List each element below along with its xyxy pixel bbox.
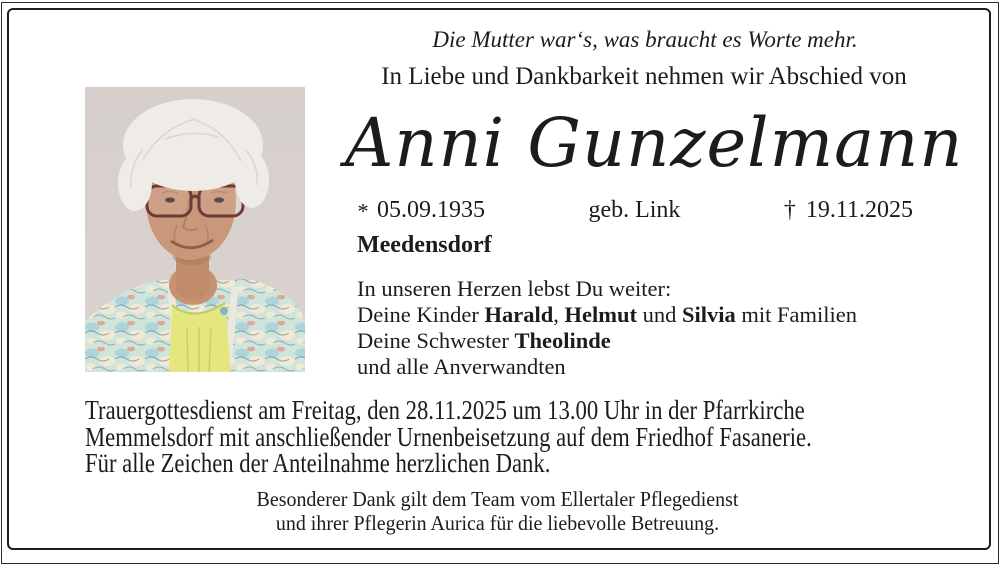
memorial-children-line: Deine Kinder Harald, Helmut und Silvia mit Familien xyxy=(357,302,857,327)
thanks-note xyxy=(110,488,884,535)
memorial-block xyxy=(357,276,857,380)
service-line-3: Für alle Zeichen der Anteilnahme herzlichen Dank. xyxy=(85,448,551,478)
memorial-relatives-line: und alle Anverwandten xyxy=(357,354,566,379)
death-date xyxy=(784,197,913,224)
thanks-line-2: und ihrer Pflegerin Aurica für die liebevolle Betreuung. xyxy=(275,510,720,535)
farewell-line: In Liebe und Dankbarkeit nehmen wir Abschied von xyxy=(381,63,907,90)
deceased-name: Anni Gunzelmann xyxy=(345,104,964,182)
portrait-photo xyxy=(85,87,305,372)
service-info xyxy=(85,397,812,477)
residence-place: Meedensdorf xyxy=(357,232,492,258)
death-date-value: 19.11.2025 xyxy=(805,197,913,223)
elderly-woman-portrait xyxy=(85,87,305,372)
death-cross-symbol: † xyxy=(783,197,796,223)
memorial-intro-line: In unseren Herzen lebst Du weiter: xyxy=(357,276,672,301)
birth-star-symbol: * xyxy=(357,200,369,224)
service-line-2: Memmelsdorf mit anschließender Urnenbeisetzung auf dem Friedhof Fasanerie. xyxy=(85,421,812,452)
birth-date xyxy=(357,197,485,224)
maiden-name: geb. Link xyxy=(588,197,681,223)
dates-row xyxy=(357,197,913,224)
epigraph-quote: Die Mutter war‘s, was braucht es Worte mehr. xyxy=(432,27,858,52)
birth-date-value: 05.09.1935 xyxy=(377,197,485,223)
memorial-sister-line: Deine Schwester Theolinde xyxy=(357,328,611,353)
thanks-line-1: Besonderer Dank gilt dem Team vom Ellertaler Pflegedienst xyxy=(256,487,739,511)
service-line-1: Trauergottesdienst am Freitag, den 28.11.2025 um 13.00 Uhr in der Pfarrkirche xyxy=(85,395,805,425)
